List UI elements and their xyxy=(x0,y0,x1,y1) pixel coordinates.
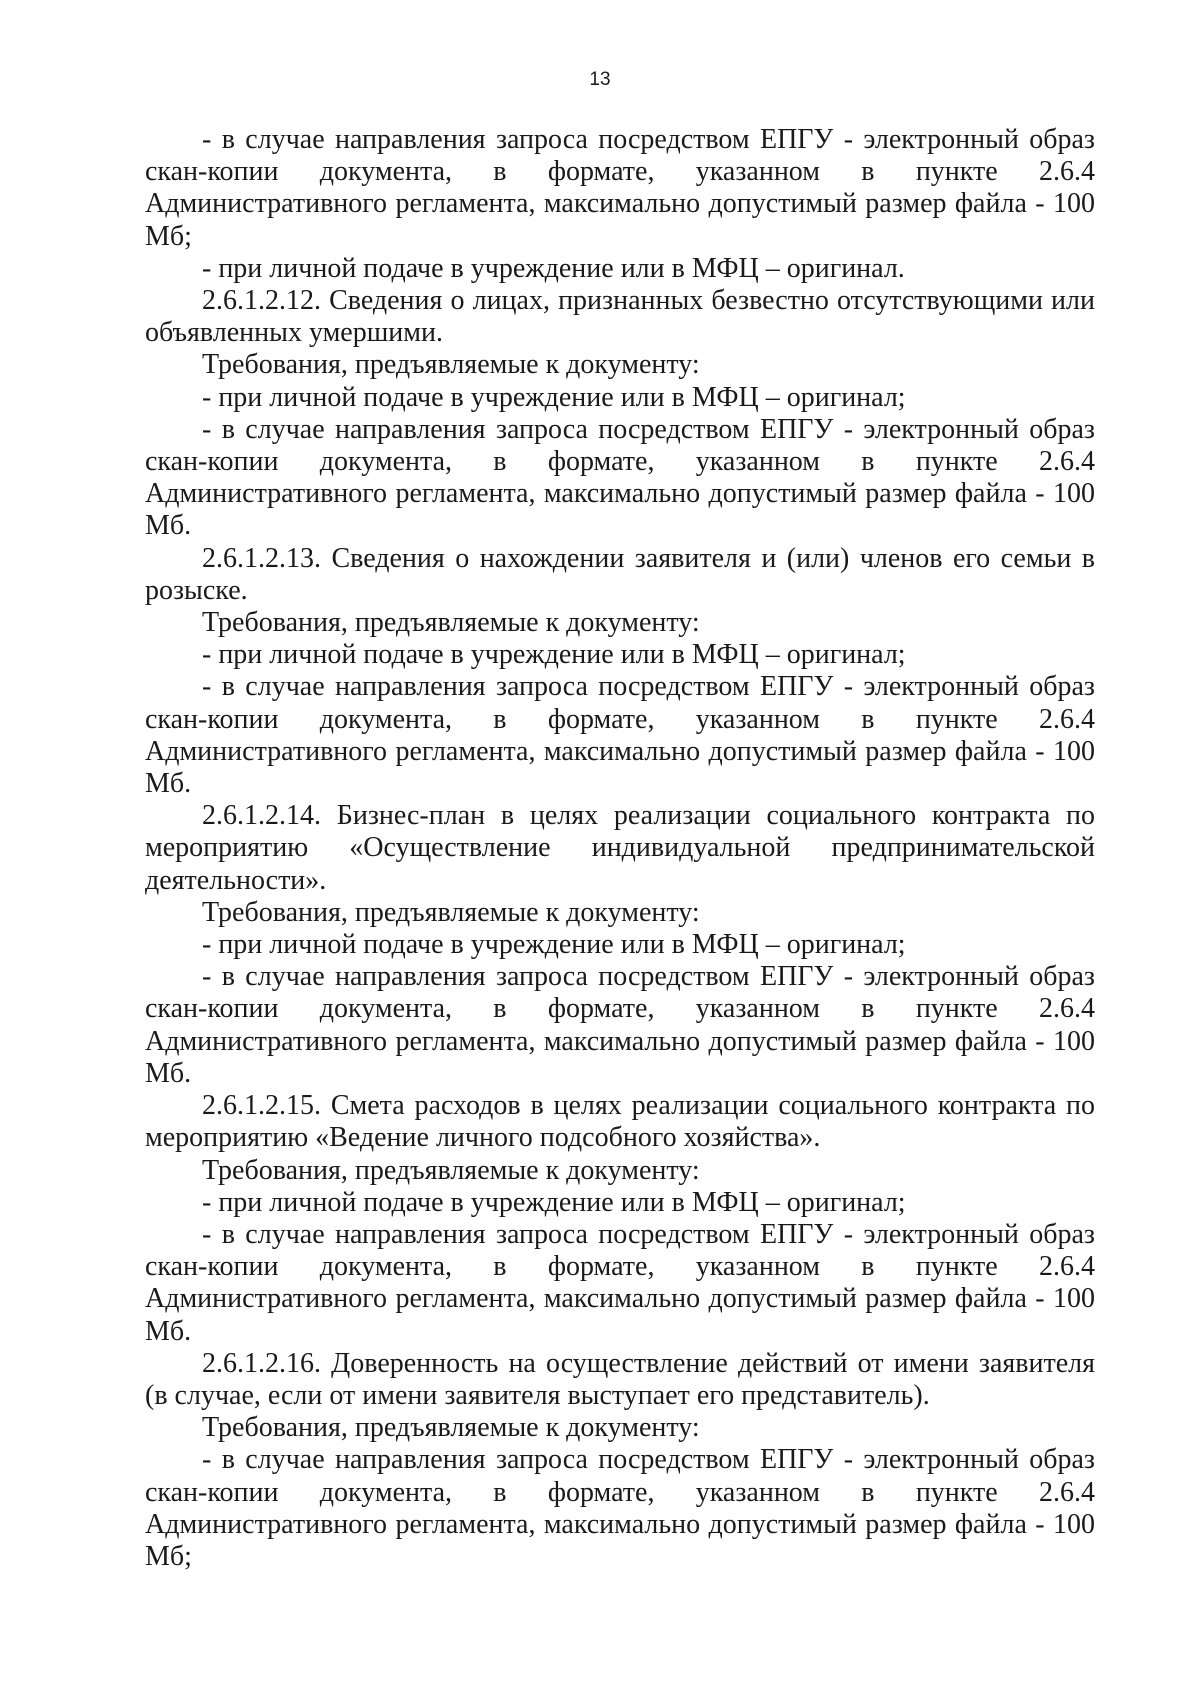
paragraph: 2.6.1.2.14. Бизнес-план в целях реализации социального контракта по мероприятию «Осуществление индивидуальной предпринимательской деятельности». xyxy=(145,800,1095,896)
paragraph: Требования, предъявляемые к документу: xyxy=(202,349,700,381)
paragraph: 2.6.1.2.12. Сведения о лицах, признанных безвестно отсутствующими или объявленных умершими. xyxy=(145,285,1095,349)
paragraph: - при личной подаче в учреждение или в МФЦ – оригинал; xyxy=(202,929,906,961)
paragraph: Требования, предъявляемые к документу: xyxy=(202,896,700,928)
paragraph: - в случае направления запроса посредством ЕПГУ - электронный образ скан-копии документа, в формате, указанном в пункте 2.6.4 Административного регламента, максимально допустимый размер файла - 100 Мб. xyxy=(145,1218,1095,1347)
paragraph: - в случае направления запроса посредством ЕПГУ - электронный образ скан-копии документа, в формате, указанном в пункте 2.6.4 Административного регламента, максимально допустимый размер файла - 100 Мб. xyxy=(145,413,1095,542)
paragraph: 2.6.1.2.13. Сведения о нахождении заявителя и (или) членов его семьи в розыске. xyxy=(145,542,1095,606)
paragraph: Требования, предъявляемые к документу: xyxy=(202,607,700,639)
page-number: 13 xyxy=(589,69,611,90)
paragraph: - при личной подаче в учреждение или в МФЦ – оригинал; xyxy=(202,639,906,671)
paragraph: - в случае направления запроса посредством ЕПГУ - электронный образ скан-копии документа, в формате, указанном в пункте 2.6.4 Административного регламента, максимально допустимый размер файла - 100 Мб. xyxy=(145,961,1095,1089)
paragraph: - при личной подаче в учреждение или в МФЦ – оригинал; xyxy=(202,1186,906,1218)
paragraph: 2.6.1.2.16. Доверенность на осуществление действий от имени заявителя (в случае, если от имени заявителя выступает его представитель). xyxy=(145,1347,1095,1411)
paragraph: - в случае направления запроса посредством ЕПГУ - электронный образ скан-копии документа, в формате, указанном в пункте 2.6.4 Административного регламента, максимально допустимый размер файла - 100 Мб; xyxy=(145,124,1095,252)
paragraph: Требования, предъявляемые к документу: xyxy=(202,1412,700,1444)
document-body xyxy=(145,124,1095,1573)
paragraph: - при личной подаче в учреждение или в МФЦ – оригинал. xyxy=(202,252,905,284)
paragraph: 2.6.1.2.15. Смета расходов в целях реализации социального контракта по мероприятию «Ведение личного подсобного хозяйства». xyxy=(145,1090,1095,1154)
paragraph: - в случае направления запроса посредством ЕПГУ - электронный образ скан-копии документа, в формате, указанном в пункте 2.6.4 Административного регламента, максимально допустимый размер файла - 100 Мб. xyxy=(145,671,1095,800)
paragraph: Требования, предъявляемые к документу: xyxy=(202,1154,700,1186)
paragraph: - в случае направления запроса посредством ЕПГУ - электронный образ скан-копии документа, в формате, указанном в пункте 2.6.4 Административного регламента, максимально допустимый размер файла - 100 Мб; xyxy=(145,1444,1095,1572)
paragraph: - при личной подаче в учреждение или в МФЦ – оригинал; xyxy=(202,381,906,413)
